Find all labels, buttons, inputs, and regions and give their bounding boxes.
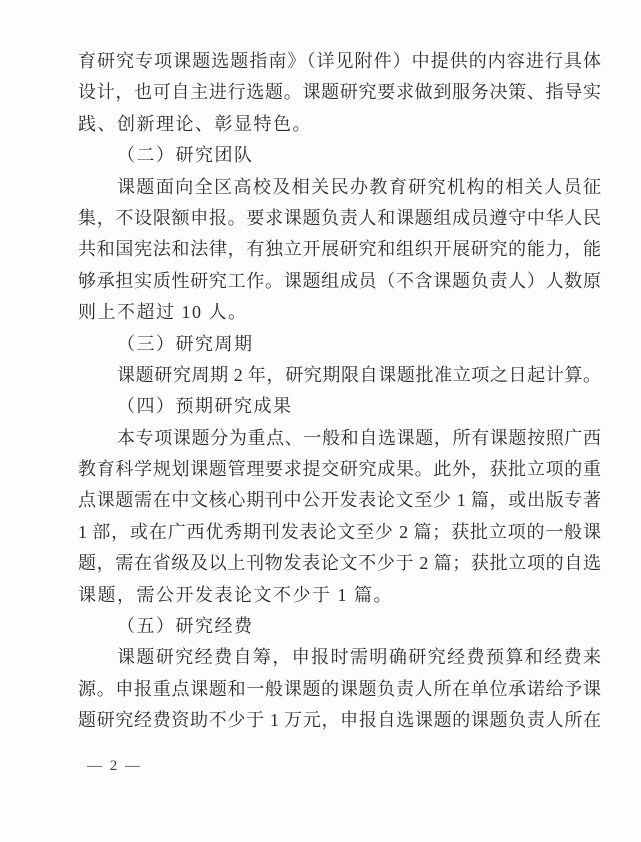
text-line: （三）研究周期 — [117, 333, 254, 354]
text-line: 课题研究经费自筹，申报时需明确研究经费预算和经费来 — [117, 647, 601, 668]
text-line: 题，需在省级及以上刊物发表论文不少于 2 篇；获批立项的自选 — [78, 553, 601, 574]
text-line: 共和国宪法和法律，有独立开展研究和组织开展研究的能力，能 — [78, 239, 601, 260]
text-line: 集，不设限额申报。要求课题负责人和课题组成员遵守中华人民 — [78, 207, 601, 228]
text-line: 点课题需在中文核心期刊中公开发表论文至少 1 篇，或出版专著 — [78, 490, 601, 511]
text-line: 设计，也可自主进行选题。课题研究要求做到服务决策、指导实 — [78, 82, 601, 103]
text-line: （四）预期研究成果 — [117, 396, 293, 417]
text-line: 1 部，或在广西优秀期刊发表论文至少 2 篇；获批立项的一般课 — [78, 521, 601, 542]
page-number: — 2 — — [87, 758, 142, 774]
text-line: 课题，需公开发表论文不少于 1 篇。 — [78, 584, 393, 605]
text-line: 够承担实质性研究工作。课题组成员（不含课题负责人）人数原 — [78, 270, 601, 291]
text-line: 本专项课题分为重点、一般和自选课题，所有课题按照广西 — [117, 427, 601, 448]
text-line: （二）研究团队 — [117, 145, 254, 166]
text-line: 践、创新理论、彰显特色。 — [78, 113, 312, 134]
text-line: 课题面向全区高校及相关民办教育研究机构的相关人员征 — [117, 176, 601, 197]
text-line: 源。申报重点课题和一般课题的课题负责人所在单位承诺给予课 — [78, 678, 601, 699]
text-line: 则上不超过 10 人。 — [78, 302, 248, 323]
text-line: 教育科学规划课题管理要求提交研究成果。此外，获批立项的重 — [78, 459, 601, 480]
text-line: （五）研究经费 — [117, 616, 254, 637]
text-line: 题研究经费资助不少于 1 万元，申报自选课题的课题负责人所在 — [78, 710, 601, 731]
document-body — [78, 46, 601, 737]
text-line: 育研究专项课题选题指南》（详见附件）中提供的内容进行具体 — [78, 51, 601, 71]
text-line: 课题研究周期 2 年，研究期限自课题批准立项之日起计算。 — [117, 364, 601, 385]
